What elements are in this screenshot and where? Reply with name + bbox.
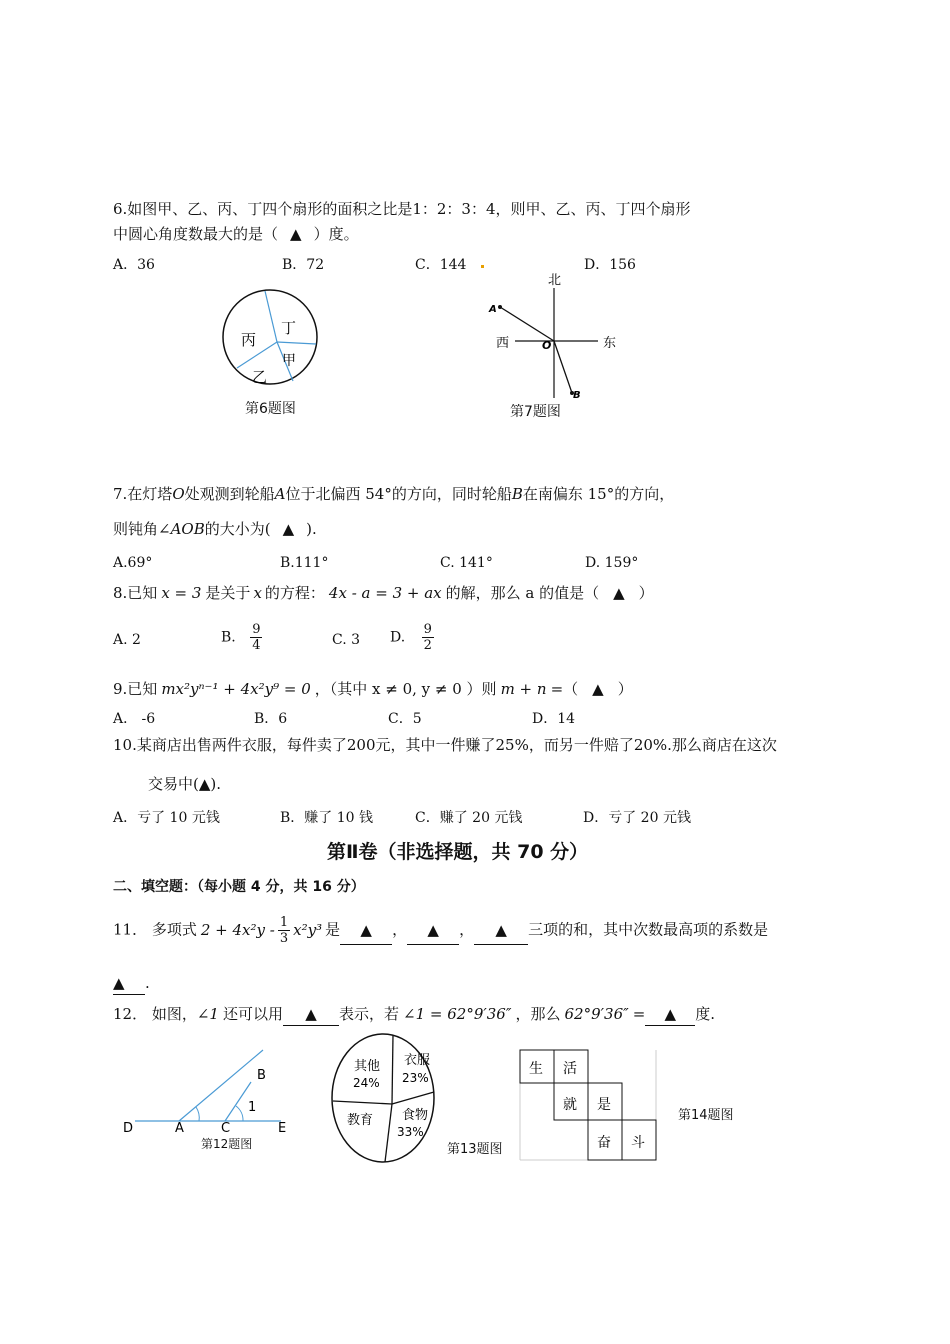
fig13-sector-other: 其他 — [354, 1059, 381, 1074]
fig7-a-label: A — [489, 304, 497, 315]
q7-text: 处观测到轮船 — [184, 485, 275, 503]
part2-title: 第Ⅱ卷（非选择题，共 70 分） — [327, 841, 589, 863]
fig14-caption: 第14题图 — [678, 1108, 734, 1123]
q8-option-a: A. 2 — [113, 632, 141, 648]
q9-option-c: C．5 — [388, 711, 422, 727]
q10-option-b: B．赚了 10 钱 — [280, 810, 374, 826]
section-fill-in-title: 二、填空题：（每小题 4 分，共 16 分） — [113, 879, 365, 895]
q7-var-b: B — [511, 485, 523, 503]
q11-blank-2[interactable]: ▲ — [407, 916, 459, 945]
q11-line — [113, 915, 768, 946]
fig14-char-5: 奋 — [597, 1135, 611, 1151]
q11-text: 是 — [325, 920, 341, 939]
fig13-divider-1 — [392, 1035, 393, 1104]
fraction-denominator: 4 — [252, 638, 261, 653]
fig6-radius-1 — [265, 291, 277, 342]
q12-text: 12． 如图， — [113, 1005, 197, 1023]
q7-option-a: A.69° — [113, 555, 153, 571]
q7-line1 — [113, 483, 674, 505]
answer-marker: ▲ — [282, 520, 295, 538]
q12-text-end: 度. — [695, 1005, 716, 1023]
fraction-numerator: 9 — [423, 622, 432, 637]
q8-option-d — [390, 622, 434, 653]
fig13-divider-4 — [385, 1104, 392, 1162]
answer-marker: ▲ — [592, 680, 604, 698]
fig12-label-c: C — [221, 1121, 231, 1136]
fig12-label-d: D — [123, 1121, 134, 1136]
q6-line1: 6.如图甲、乙、丙、丁四个扇形的面积之比是1：2：3：4，则甲、乙、丙、丁四个扇形 — [113, 200, 691, 218]
q6-text-end: ）度。 — [313, 225, 359, 243]
fraction-numerator: 1 — [279, 915, 289, 930]
q7-text: ). — [306, 520, 317, 538]
q10-option-d: D．亏了 20 元钱 — [583, 810, 691, 826]
q11-poly-part2: x²y³ — [293, 920, 323, 939]
q8-option-b-label: B. — [221, 629, 236, 646]
q11-text: 三项的和，其中次数最高项的系数是 — [528, 920, 769, 939]
fig6-label-bing: 丙 — [241, 331, 257, 349]
q12-angle-value: 62°9′36″ — [564, 1005, 629, 1023]
q6-option-a: A．36 — [113, 257, 155, 273]
fig7-caption: 第7题图 — [510, 404, 561, 420]
fig6-caption: 第6题图 — [245, 401, 296, 417]
fig12-label-b: B — [257, 1068, 266, 1083]
q9-line — [113, 678, 633, 700]
fig14-char-6: 斗 — [631, 1135, 645, 1151]
fig7-compass — [485, 270, 625, 405]
q8-text: 的方程： — [264, 584, 325, 602]
q6-option-b: B．72 — [282, 257, 325, 273]
fig12-label-a: A — [175, 1121, 184, 1136]
fig6-label-jia: 甲 — [282, 353, 296, 369]
q7-option-c: C. 141° — [440, 555, 493, 571]
q9-option-a: A． -6 — [113, 711, 156, 727]
fig14-char-4: 是 — [597, 1097, 611, 1113]
fig13-sector-food: 食物 — [402, 1108, 429, 1123]
q8-option-c: C. 3 — [332, 632, 361, 648]
q6-option-d: D．156 — [584, 257, 636, 273]
q10-option-a: A．亏了 10 元钱 — [113, 810, 220, 826]
answer-marker: ▲ — [613, 584, 625, 602]
fig12-label-e: E — [278, 1121, 287, 1136]
q7-text: 7.在灯塔 — [113, 485, 173, 503]
fig13-caption: 第13题图 — [447, 1142, 503, 1157]
q11-blank-3[interactable]: ▲ — [474, 916, 528, 945]
fig13-sector-clothing-pct: 23% — [402, 1071, 429, 1085]
q8-text-end: ） — [638, 584, 654, 602]
q7-option-b: B.111° — [280, 555, 329, 571]
q9-text: 9.已知 — [113, 680, 158, 698]
q8-var: x — [253, 584, 262, 602]
fig14-char-3: 就 — [563, 1097, 577, 1113]
fig6-radius-2 — [277, 342, 316, 344]
fig14-char-1: 生 — [529, 1061, 543, 1077]
q10-text: 交易中( — [148, 775, 199, 793]
q12-text: 表示，若 — [339, 1005, 400, 1023]
q8-option-d-label: D. — [390, 629, 406, 646]
q10-option-c: C．赚了 20 元钱 — [415, 810, 523, 826]
q9-equation: mx²yⁿ⁻¹ + 4x²y⁹ = 0 — [161, 680, 311, 698]
fig12-caption: 第12题图 — [201, 1137, 253, 1151]
q12-blank-1[interactable]: ▲ — [283, 1003, 339, 1026]
q7-text: 在南偏东 15°的方向， — [522, 485, 675, 503]
q8-text: 8.已知 — [113, 584, 158, 602]
answer-marker: ▲ — [290, 225, 302, 243]
q7-angle-aob: AOB — [170, 520, 205, 538]
stray-dot — [481, 265, 484, 268]
fig13-divider-3 — [392, 1092, 434, 1104]
fig13-sector-food-pct: 33% — [397, 1125, 424, 1139]
q12-blank-2[interactable]: ▲ — [645, 1003, 695, 1026]
fig7-b-label: B — [573, 390, 581, 401]
q8-option-d-fraction — [422, 622, 434, 653]
q7-option-d: D. 159° — [585, 555, 639, 571]
q11-answer-line — [113, 972, 150, 995]
q11-blank-1[interactable]: ▲ — [340, 916, 392, 945]
q12-text: 还可以用 — [222, 1005, 283, 1023]
q10-line1: 10.某商店出售两件衣服，每件卖了200元，其中一件赚了25%，而另一件赔了20%.那么商店在这次 — [113, 736, 777, 754]
q11-text-end: . — [145, 974, 150, 992]
q8-line — [113, 582, 654, 604]
fraction-denominator: 3 — [279, 931, 289, 946]
fig14-cube-net — [518, 1048, 660, 1166]
q8-text: 的解，那么 a 的值是（ — [445, 584, 600, 602]
fig7-east-label: 东 — [603, 336, 617, 351]
q9-m-plus-n: m + n — [500, 680, 547, 698]
q11-separator: ， — [392, 920, 408, 939]
q9-condition: ，（其中 x ≠ 0, y ≠ 0 ）则 — [314, 680, 497, 698]
q9-text-end: ） — [617, 680, 633, 698]
q11-separator: ， — [459, 920, 475, 939]
answer-marker: ▲ — [198, 775, 211, 793]
fig6-label-yi: 乙 — [252, 368, 268, 386]
q12-equals: = — [632, 1005, 646, 1023]
q7-text: 位于北偏西 54°的方向，同时轮船 — [285, 485, 512, 503]
q9-option-b: B．6 — [254, 711, 288, 727]
q9-text: =（ — [550, 680, 579, 698]
q8-option-b-fraction — [250, 622, 262, 653]
q12-angle-1: ∠1 — [196, 1005, 219, 1023]
fig6-circle — [223, 290, 317, 384]
fig13-sector-education: 教育 — [347, 1113, 374, 1128]
q7-line2 — [113, 518, 317, 540]
q7-text: 则钝角∠ — [113, 520, 171, 538]
q9-option-d: D．14 — [532, 711, 576, 727]
fig6-label-ding: 丁 — [281, 319, 297, 337]
fig13-sector-clothing: 衣服 — [404, 1053, 431, 1068]
q11-poly-part1: 2 + 4x²y - — [200, 920, 275, 939]
q6-text: 中圆心角度数最大的是（ — [113, 225, 279, 243]
q7-text: 的大小为( — [204, 520, 271, 538]
q8-text: 是关于 — [205, 584, 251, 602]
fig7-point-a — [498, 305, 502, 309]
fig13-sector-other-pct: 24% — [353, 1076, 380, 1090]
q12-line — [113, 1003, 715, 1026]
q8-option-b — [221, 622, 262, 653]
fig12-arc-1 — [236, 1106, 243, 1121]
q12-angle-equation: ∠1 = 62°9′36″ — [403, 1005, 512, 1023]
q6-option-c: C．144 — [415, 257, 467, 273]
q11-fraction — [278, 915, 290, 946]
fig7-o-label: O — [542, 339, 552, 352]
fig13-pie-chart — [328, 1032, 440, 1167]
fig6-sector-circle — [215, 285, 330, 390]
q7-var-o: O — [172, 485, 185, 503]
q11-blank-4[interactable]: ▲ — [113, 972, 145, 995]
q11-text: 11． 多项式 — [113, 920, 197, 939]
fig7-west-label: 西 — [496, 336, 510, 351]
fig7-north-label: 北 — [548, 273, 562, 288]
q7-var-a: A — [274, 485, 286, 503]
fraction-numerator: 9 — [252, 622, 261, 637]
q8-condition: x = 3 — [161, 584, 202, 602]
fig12-arc-a — [196, 1107, 199, 1121]
fraction-denominator: 2 — [423, 638, 432, 653]
q10-text-end: ). — [210, 775, 222, 793]
q6-line2 — [113, 223, 359, 245]
q8-equation: 4x - a = 3 + ax — [328, 584, 442, 602]
q12-text: ，那么 — [515, 1005, 561, 1023]
q10-line2 — [148, 773, 221, 795]
fig13-divider-2 — [333, 1101, 392, 1104]
fig12-label-1: 1 — [248, 1100, 257, 1115]
fig14-char-2: 活 — [563, 1061, 577, 1077]
fig7-ray-ob — [554, 341, 572, 393]
